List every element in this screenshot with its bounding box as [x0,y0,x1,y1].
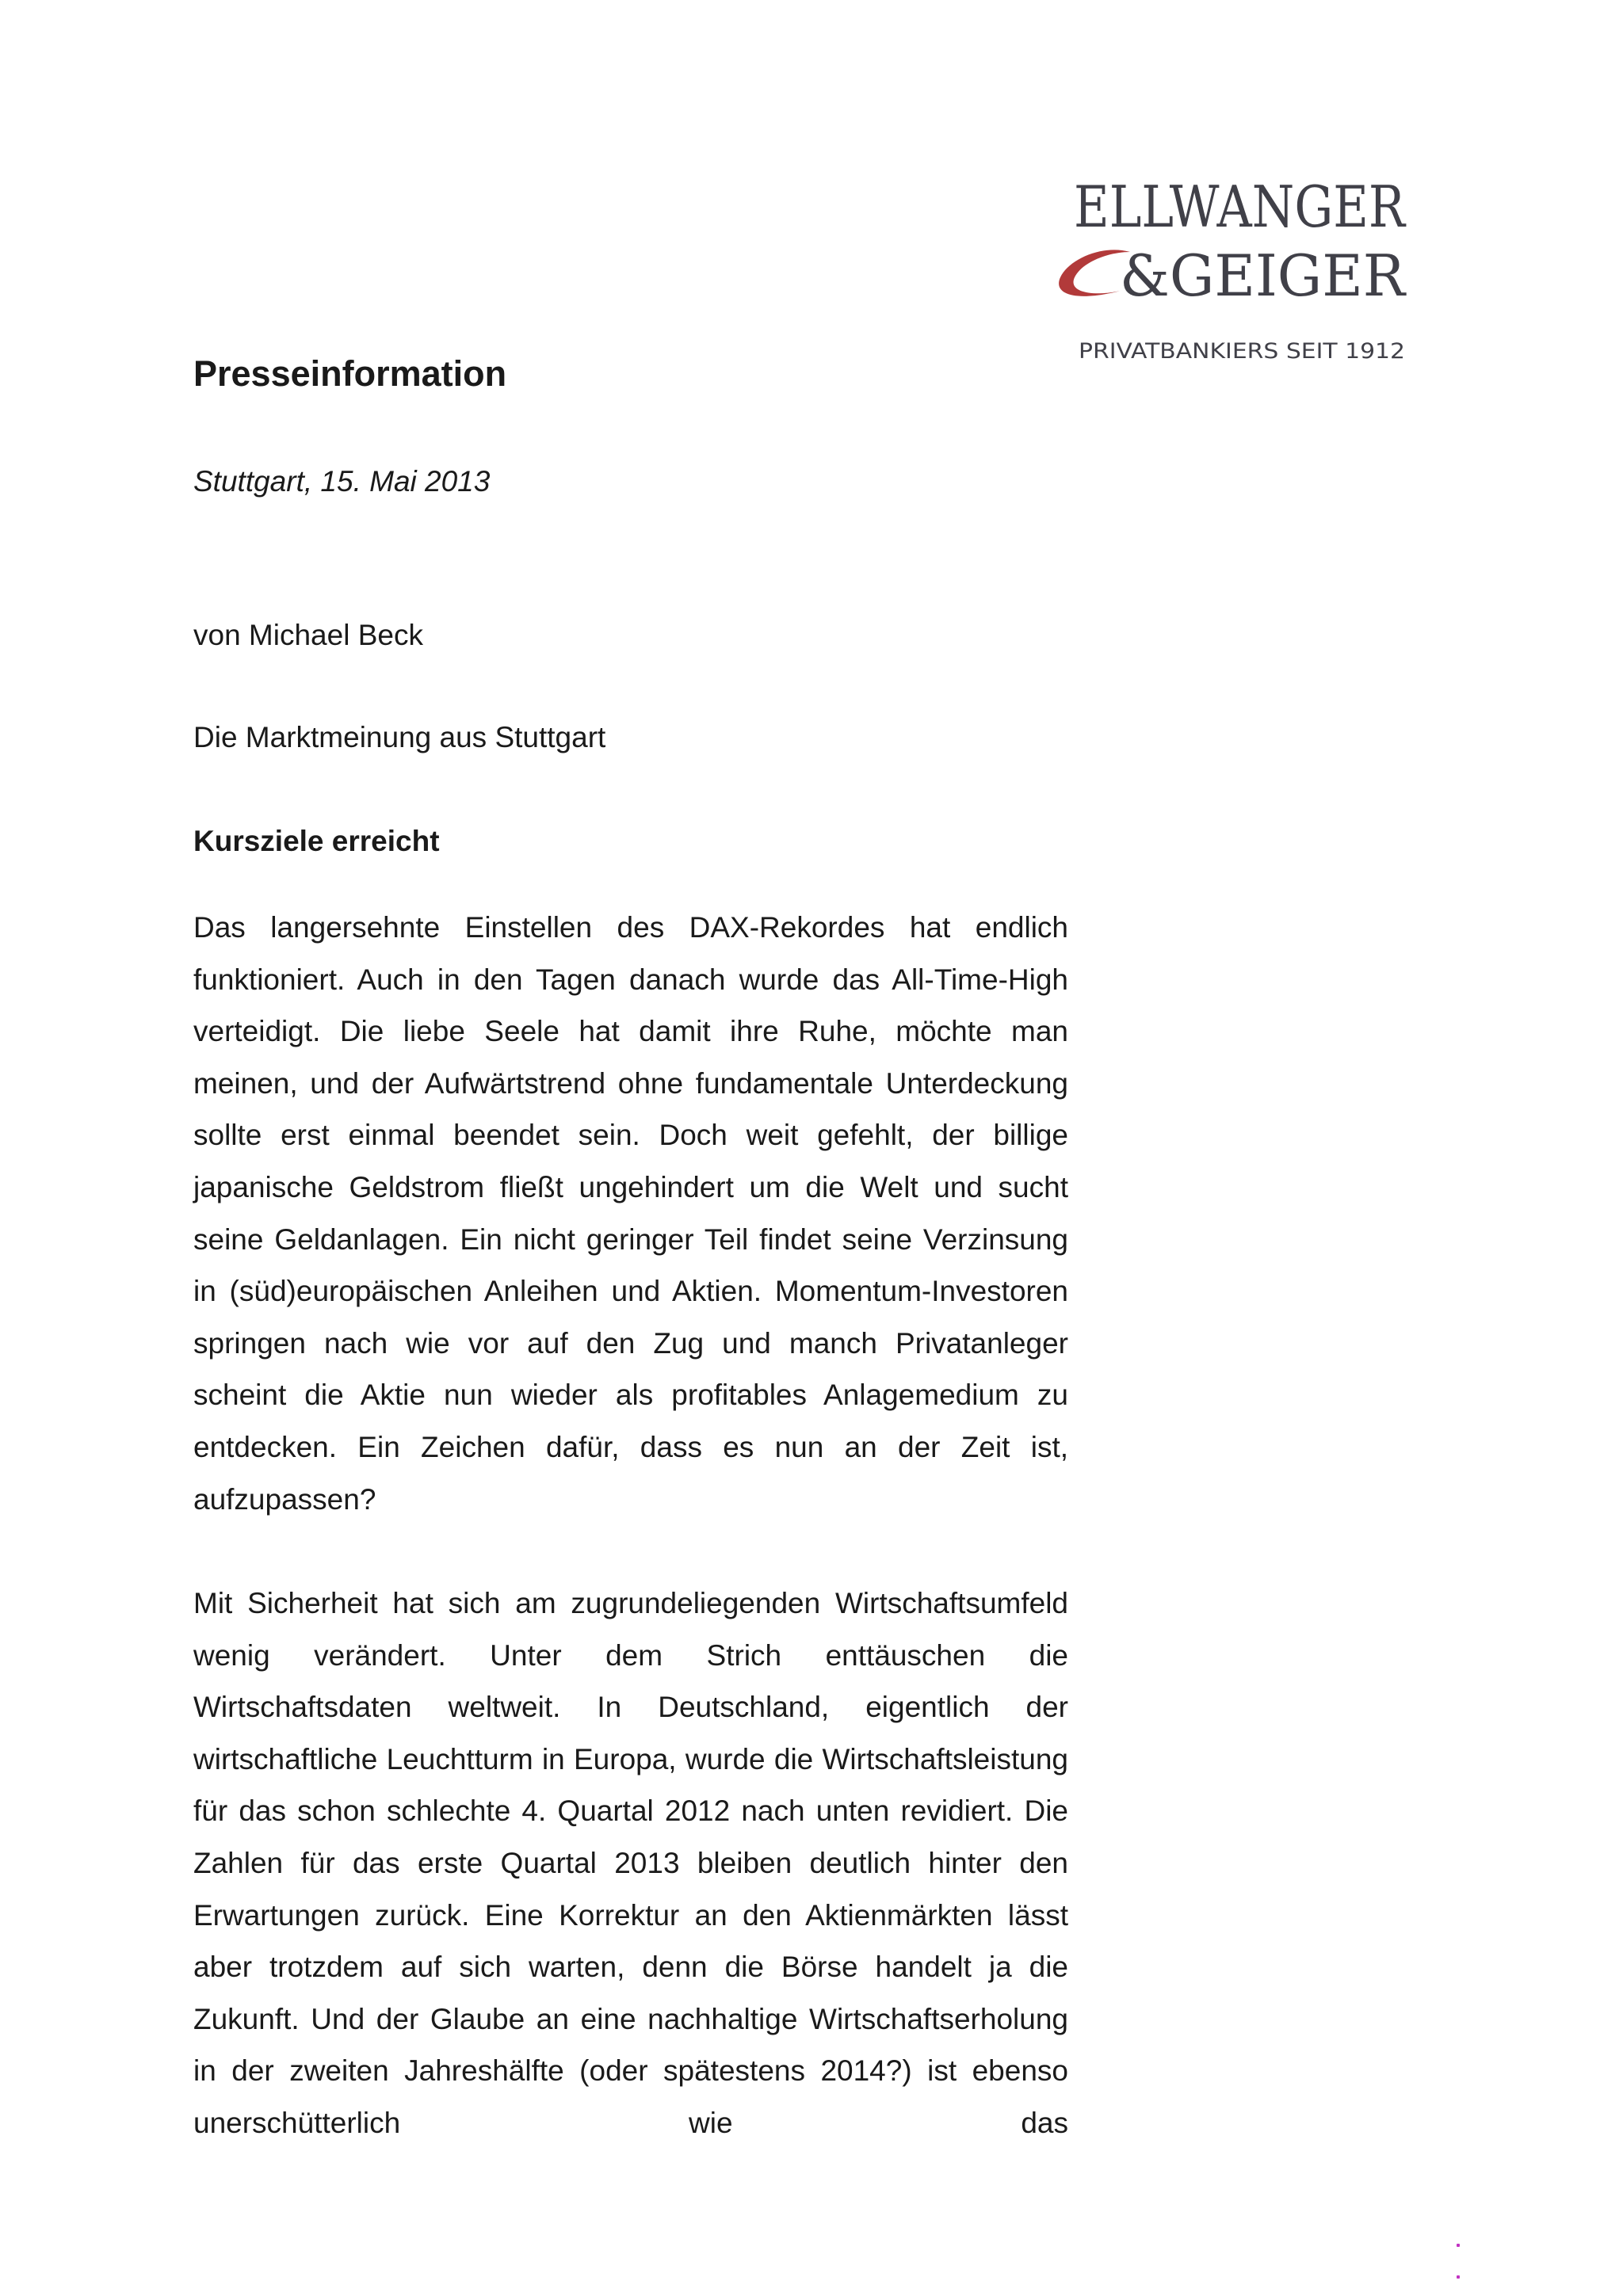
article-paragraph-1: Das langersehnte Einstellen des DAX-Rekordes hat endlich funktioniert. Auch in den Tagen danach wurde das All-Time-High verteidigt. Die liebe Seele hat damit ihre Ruhe, möchte man meinen, und der Aufwärtstrend ohne fundamentale Unterdeckung sollte erst einmal beendet sein. Doch weit gefehlt, der billige japanische Geldstrom fließt ungehindert um die Welt und sucht seine Geldanlagen. Ein nicht geringer Teil findet seine Verzinsung in (süd)europäischen Anleihen und Aktien. Momentum-Investoren springen nach wie vor auf den Zug und manch Privatanleger scheint die Aktie nun wieder als profitables Anlagemedium zu entdecken. Ein Zeichen dafür, dass es nun an der Zeit ist, aufzupassen? [193,911,1068,1516]
page-title: Presseinformation [193,353,507,394]
author-line: von Michael Beck [193,619,423,651]
logo-tagline: PRIVATBANKIERS SEIT 1912 [1079,339,1405,364]
column-title: Die Marktmeinung aus Stuttgart [193,721,606,753]
page-marker-dot [1457,2244,1460,2247]
logo-line-2: &GEIGER [1120,242,1407,309]
article-heading: Kursziele erreicht [193,825,440,857]
article-paragraph-2: Mit Sicherheit hat sich am zugrundeliegenden Wirtschaftsumfeld wenig verändert. Unter dem Strich enttäuschen die Wirtschaftsdaten weltweit. In Deutschland, eigentlich der wirtschaftliche Leuchtturm in Europa, wurde die Wirtschaftsleistung für das schon schlechte 4. Quartal 2012 nach unten revidiert. Die Zahlen für das erste Quartal 2013 bleiben deutlich hinter den Erwartungen zurück. Eine Korrektur an den Aktienmärkten lässt aber trotzdem auf sich warten, denn die Börse handelt ja die Zukunft. Und der Glaube an eine nachhaltige Wirtschaftserholung in der zweiten Jahreshälfte (oder spätestens 2014?) ist ebenso unerschütterlich wie das [193,1587,1068,2139]
company-logo [1044,174,1409,372]
date-line: Stuttgart, 15. Mai 2013 [193,465,491,498]
logo-line-1: ELLWANGER [1074,174,1407,240]
page-marker-dot [1457,2275,1460,2279]
